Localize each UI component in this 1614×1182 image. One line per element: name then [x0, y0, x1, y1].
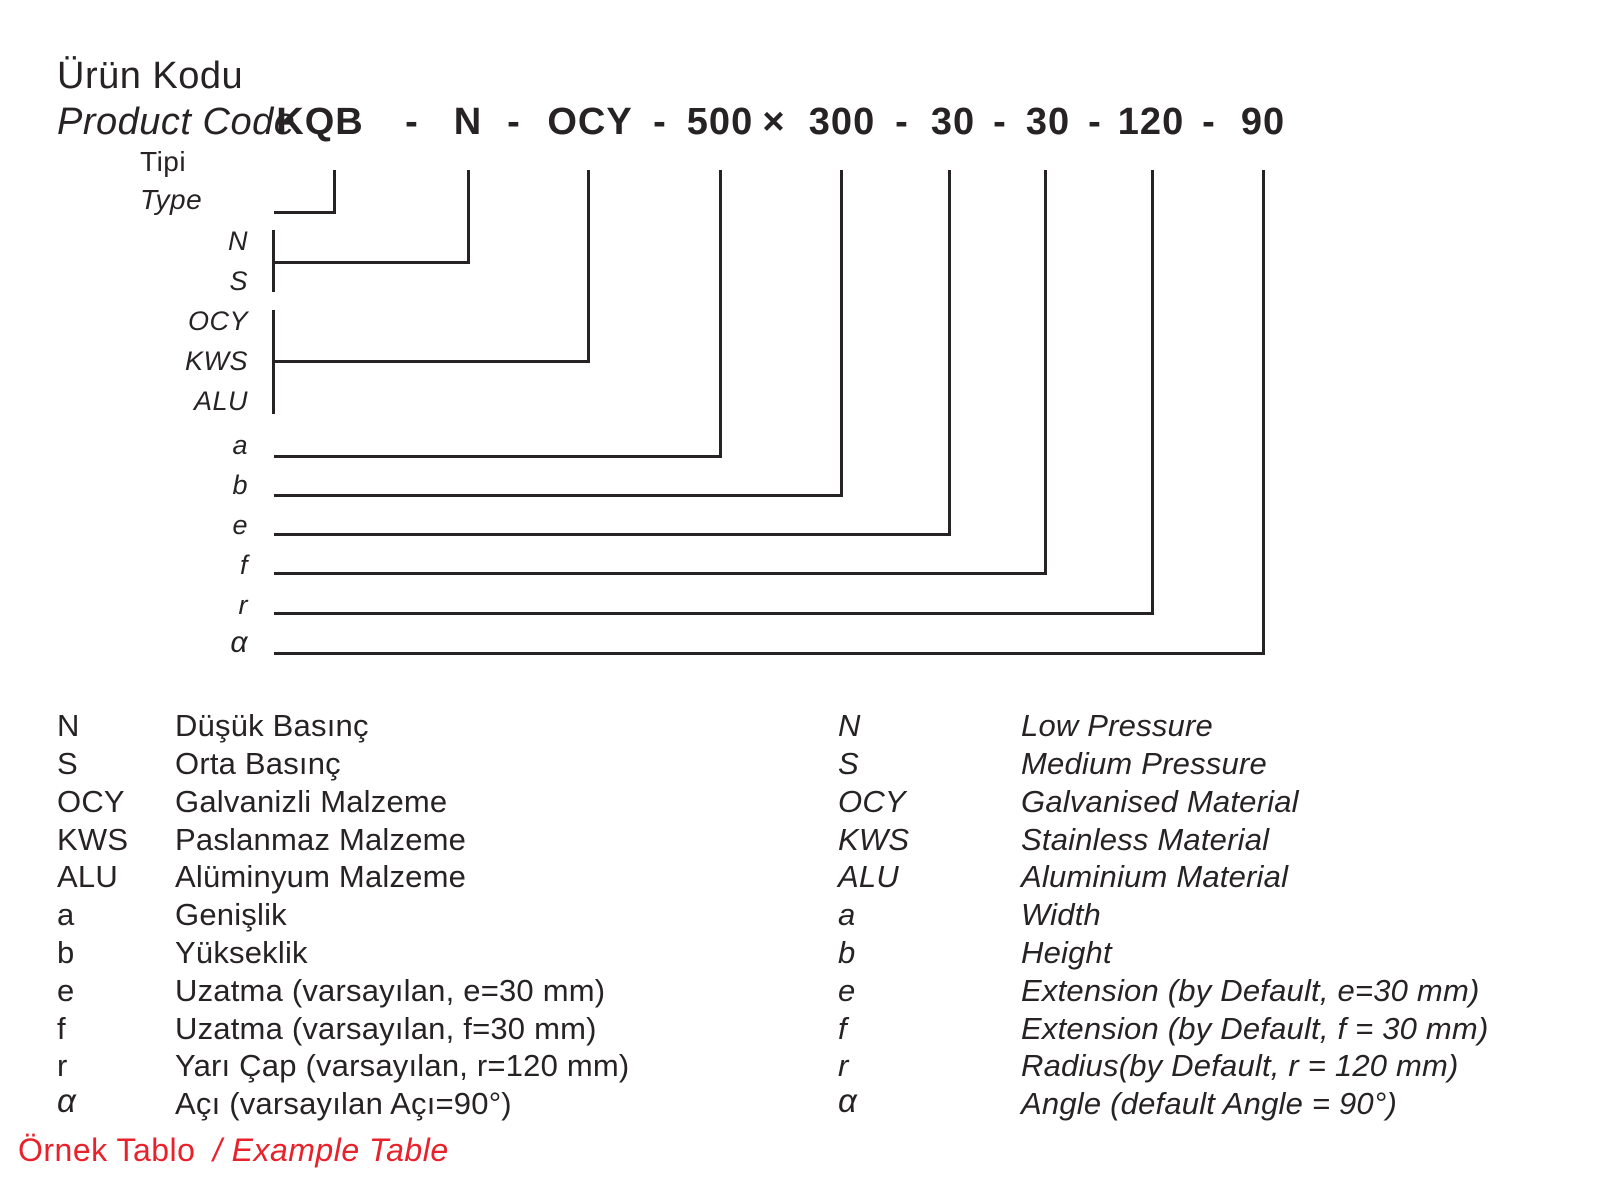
branch-label-s: S	[229, 266, 248, 296]
branch-label-e: e	[232, 510, 248, 540]
legend-desc: Uzatma (varsayılan, f=30 mm)	[175, 1011, 597, 1046]
branch-label-alu: ALU	[193, 386, 248, 416]
legend-code: f	[838, 1011, 847, 1046]
connector-r-horizontal	[274, 612, 1154, 615]
legend-desc: Orta Basınç	[175, 746, 341, 781]
legend-desc: Radius(by Default, r = 120 mm)	[1021, 1048, 1459, 1083]
branch-label-n: N	[228, 226, 248, 256]
code-segment-radius: 120	[1117, 101, 1185, 143]
legend-code-alpha: α	[57, 1082, 77, 1119]
type-label-english: Type	[140, 184, 203, 215]
legend-code: e	[838, 973, 856, 1008]
page-title-turkish: Ürün Kodu	[57, 55, 244, 97]
legend-desc: Düşük Basınç	[175, 708, 369, 743]
code-separator: -	[993, 101, 1007, 143]
branch-label-kws: KWS	[184, 346, 248, 376]
legend-code: OCY	[838, 784, 906, 819]
legend-code: N	[57, 708, 80, 743]
legend-code: b	[57, 935, 75, 970]
connector-f-vertical	[1044, 170, 1047, 575]
branch-label-alpha: α	[230, 626, 248, 659]
connector-material-horizontal	[272, 360, 590, 363]
code-separator: -	[1088, 101, 1102, 143]
legend-code: N	[838, 708, 861, 743]
connector-type-vertical	[333, 170, 336, 214]
code-separator: -	[1202, 101, 1216, 143]
code-segment-angle: 90	[1240, 101, 1286, 143]
code-times-sign: ×	[762, 101, 786, 143]
code-separator: -	[507, 101, 521, 143]
legend-code: r	[838, 1048, 849, 1083]
connector-r-vertical	[1151, 170, 1154, 615]
code-segment-material: OCY	[547, 101, 633, 143]
legend-code: ALU	[838, 859, 899, 894]
connector-ns-horizontal	[272, 261, 470, 264]
connector-a-vertical	[719, 170, 722, 458]
legend-desc: Yükseklik	[175, 935, 308, 970]
connector-e-horizontal	[274, 533, 951, 536]
legend-code: S	[838, 746, 859, 781]
legend-desc: Alüminyum Malzeme	[175, 859, 467, 894]
example-table-caption	[18, 1132, 449, 1169]
type-label-turkish: Tipi	[140, 146, 187, 177]
connector-alpha-vertical	[1262, 170, 1265, 655]
branch-label-ocy: OCY	[187, 306, 248, 336]
connector-e-vertical	[948, 170, 951, 536]
page-title-english: Product Code	[57, 101, 296, 143]
legend-desc: Genişlik	[175, 897, 287, 932]
code-separator: -	[653, 101, 667, 143]
code-separator: -	[895, 101, 909, 143]
connector-f-horizontal	[274, 572, 1047, 575]
branch-label-r: r	[238, 590, 248, 620]
legend-desc: Low Pressure	[1021, 708, 1213, 743]
code-segment-height: 300	[808, 101, 876, 143]
legend-desc: Galvanizli Malzeme	[175, 784, 448, 819]
legend-desc: Width	[1021, 897, 1101, 932]
legend-code: r	[57, 1048, 68, 1083]
legend-desc: Uzatma (varsayılan, e=30 mm)	[175, 973, 606, 1008]
code-segment-series: KQB	[276, 101, 364, 143]
legend-code: S	[57, 746, 78, 781]
code-segment-f: 30	[1025, 101, 1071, 143]
legend-desc: Extension (by Default, f = 30 mm)	[1021, 1011, 1489, 1046]
legend-desc: Medium Pressure	[1021, 746, 1267, 781]
code-separator: -	[405, 101, 419, 143]
code-segment-e: 30	[930, 101, 976, 143]
branch-label-a: a	[232, 430, 248, 460]
legend-code: e	[57, 973, 75, 1008]
code-segment-type: N	[453, 101, 483, 143]
connector-ns-vertical	[467, 170, 470, 264]
connector-b-vertical	[840, 170, 843, 497]
legend-desc: Paslanmaz Malzeme	[175, 822, 467, 857]
example-table-caption-turkish: Örnek Tablo	[18, 1132, 196, 1168]
legend-desc: Height	[1021, 935, 1112, 970]
branch-label-f: f	[239, 550, 248, 580]
legend-code: a	[838, 897, 856, 932]
legend-code: KWS	[57, 822, 129, 857]
connector-material-vertical	[587, 170, 590, 363]
legend-code: b	[838, 935, 856, 970]
legend-desc: Aluminium Material	[1021, 859, 1289, 894]
connector-b-horizontal	[274, 494, 843, 497]
legend-desc: Açı (varsayılan Açı=90°)	[175, 1086, 512, 1121]
connector-alpha-horizontal	[274, 652, 1265, 655]
code-segment-width: 500	[686, 101, 754, 143]
legend-desc: Galvanised Material	[1021, 784, 1299, 819]
legend-desc: Yarı Çap (varsayılan, r=120 mm)	[175, 1048, 630, 1083]
legend-code-alpha: α	[838, 1082, 858, 1119]
legend-desc: Angle (default Angle = 90°)	[1021, 1086, 1397, 1121]
legend-code: f	[57, 1011, 66, 1046]
legend-code: OCY	[57, 784, 125, 819]
legend-code: ALU	[57, 859, 118, 894]
legend-desc: Extension (by Default, e=30 mm)	[1021, 973, 1480, 1008]
connector-type-horizontal	[274, 211, 335, 214]
legend-code: KWS	[838, 822, 910, 857]
legend-code: a	[57, 897, 75, 932]
branch-label-b: b	[232, 470, 248, 500]
legend-desc: Stainless Material	[1021, 822, 1270, 857]
connector-a-horizontal	[274, 455, 722, 458]
example-table-caption-english: / Example Table	[212, 1132, 449, 1168]
